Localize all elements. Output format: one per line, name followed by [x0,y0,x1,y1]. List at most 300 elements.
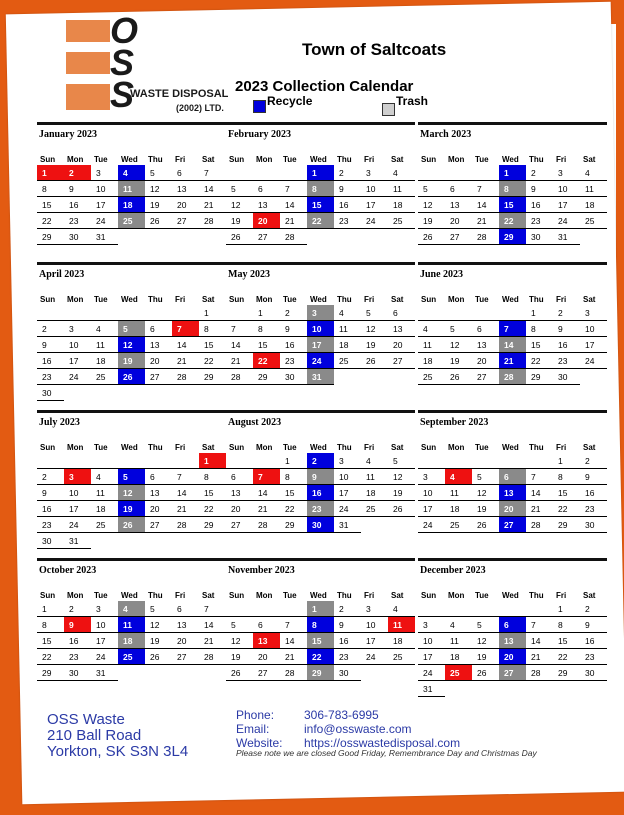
weekday-header: Fri [364,442,375,452]
day-cell: 22 [280,501,307,517]
day-cell: 11 [445,633,472,649]
day-cell: 30 [553,369,580,385]
month-table [226,441,415,533]
day-cell: 26 [118,369,145,385]
day-cell: 2 [37,469,64,485]
week-row [418,601,607,617]
day-cell: 27 [253,665,280,681]
day-cell: 1 [199,453,226,469]
day-cell: 22 [37,213,64,229]
weekday-header: Fri [556,442,567,452]
day-cell: 26 [418,229,445,245]
day-cell: 27 [472,369,499,385]
month-5 [226,262,415,385]
weekday-header: Thu [337,442,352,452]
week-row [37,665,226,681]
day-cell: 11 [91,485,118,501]
day-cell: 8 [253,321,280,337]
day-cell [145,533,172,549]
week-row [418,337,607,353]
day-cell: 21 [526,501,553,517]
day-cell: 7 [172,469,199,485]
day-cell [388,665,415,681]
day-cell: 7 [499,321,526,337]
day-cell: 20 [499,501,526,517]
week-row [418,633,607,649]
day-cell: 28 [199,649,226,665]
day-cell: 4 [580,165,607,181]
week-row [418,617,607,633]
weekday-header: Wed [502,590,519,600]
week-row [37,181,226,197]
day-cell [253,601,280,617]
day-cell: 30 [307,517,334,533]
month-10 [37,558,226,681]
weekday-header: Sat [202,590,215,600]
week-row [226,485,415,501]
day-cell: 13 [445,197,472,213]
day-cell: 25 [91,369,118,385]
weekday-header: Sat [391,590,404,600]
weekday-header: Tue [283,294,297,304]
day-cell: 30 [526,229,553,245]
logo-letter: O [110,10,139,51]
day-cell: 24 [91,649,118,665]
day-cell: 5 [388,453,415,469]
day-cell: 13 [253,633,280,649]
day-cell: 5 [418,181,445,197]
day-cell: 14 [280,197,307,213]
email-label: Email: [236,722,270,736]
day-cell: 19 [145,633,172,649]
day-cell: 24 [307,353,334,369]
day-cell: 24 [64,369,91,385]
day-cell: 18 [118,197,145,213]
logo-letter: S [110,74,135,115]
day-cell: 9 [64,181,91,197]
weekday-header: Sun [421,442,437,452]
day-cell: 7 [253,469,280,485]
month-2 [226,122,415,245]
weekday-header: Sat [583,154,596,164]
day-cell: 25 [388,213,415,229]
weekday-header: Thu [337,590,352,600]
day-cell [91,533,118,549]
day-cell: 28 [499,369,526,385]
day-cell: 4 [334,305,361,321]
day-cell: 12 [361,321,388,337]
day-cell: 23 [37,517,64,533]
day-cell: 7 [280,181,307,197]
day-cell [580,369,607,385]
town-title: Town of Saltcoats [302,40,447,59]
day-cell: 30 [580,517,607,533]
day-cell: 22 [199,353,226,369]
month-name: May 2023 [228,269,270,280]
week-row [37,229,226,245]
weekday-header: Tue [475,590,489,600]
day-cell: 28 [226,369,253,385]
weekday-header: Thu [529,294,544,304]
day-cell [445,453,472,469]
day-cell: 21 [526,649,553,665]
weekday-header: Mon [448,294,465,304]
day-cell: 1 [253,305,280,321]
day-cell: 18 [580,197,607,213]
week-row [37,469,226,485]
day-cell [472,305,499,321]
day-cell: 14 [526,485,553,501]
day-cell: 21 [172,353,199,369]
day-cell: 26 [226,229,253,245]
day-cell: 28 [280,229,307,245]
day-cell: 4 [91,321,118,337]
weekday-header: Sun [229,294,245,304]
day-cell: 27 [145,517,172,533]
day-cell: 6 [253,617,280,633]
day-cell: 6 [172,601,199,617]
day-cell: 5 [472,617,499,633]
day-cell: 3 [91,601,118,617]
month-name: June 2023 [420,269,464,280]
month-bar [226,262,415,265]
day-cell: 21 [280,213,307,229]
day-cell: 5 [226,181,253,197]
weekday-header: Thu [529,590,544,600]
day-cell [526,681,553,697]
day-cell: 26 [472,665,499,681]
day-cell: 9 [64,617,91,633]
day-cell: 17 [307,337,334,353]
day-cell [37,453,64,469]
week-row [226,601,415,617]
day-cell: 25 [580,213,607,229]
weekday-header: Sat [391,442,404,452]
day-cell [388,369,415,385]
day-cell: 18 [445,649,472,665]
weekday-header: Fri [175,294,186,304]
day-cell: 19 [361,337,388,353]
weekday-header: Tue [94,442,108,452]
day-cell: 18 [445,501,472,517]
day-cell: 10 [64,485,91,501]
week-row [37,501,226,517]
day-cell: 22 [199,501,226,517]
week-row [226,649,415,665]
company-address [47,712,188,760]
day-cell: 6 [445,181,472,197]
weekday-header: Wed [121,590,138,600]
day-cell: 13 [253,197,280,213]
day-cell: 4 [445,617,472,633]
day-cell: 3 [307,305,334,321]
day-cell [64,305,91,321]
day-cell: 5 [472,469,499,485]
weekday-header: Mon [448,590,465,600]
day-cell: 12 [118,485,145,501]
weekday-header: Thu [148,590,163,600]
month-name: November 2023 [228,565,295,576]
weekday-header: Tue [283,154,297,164]
weekday-header: Wed [121,154,138,164]
day-cell [580,681,607,697]
weekday-header: Tue [475,442,489,452]
day-cell: 2 [280,305,307,321]
day-cell: 12 [472,485,499,501]
day-cell: 2 [334,601,361,617]
day-cell: 1 [37,165,64,181]
day-cell: 27 [445,229,472,245]
day-cell: 20 [499,649,526,665]
day-cell: 6 [145,321,172,337]
month-name: September 2023 [420,417,489,428]
day-cell: 29 [199,517,226,533]
week-row [226,501,415,517]
weekday-header: Fri [364,590,375,600]
day-cell [280,601,307,617]
weekday-header: Fri [364,294,375,304]
day-cell: 26 [118,517,145,533]
day-cell: 16 [526,197,553,213]
day-cell: 28 [199,213,226,229]
day-cell: 26 [472,517,499,533]
month-table [418,293,607,385]
day-cell: 25 [445,517,472,533]
week-row [418,165,607,181]
day-cell: 29 [499,229,526,245]
month-bar [418,262,607,265]
day-cell: 24 [553,213,580,229]
day-cell [445,681,472,697]
weekday-header: Sun [421,154,437,164]
month-bar [226,410,415,413]
day-cell: 14 [499,337,526,353]
weekday-header: Mon [67,294,84,304]
day-cell: 12 [388,469,415,485]
day-cell: 12 [145,617,172,633]
day-cell: 1 [553,601,580,617]
weekday-header: Wed [121,294,138,304]
day-cell: 21 [472,213,499,229]
weekday-header: Mon [448,442,465,452]
day-cell: 28 [172,517,199,533]
day-cell: 1 [553,453,580,469]
day-cell [253,453,280,469]
day-cell: 22 [37,649,64,665]
day-cell: 19 [226,213,253,229]
week-row [418,197,607,213]
day-cell: 1 [307,601,334,617]
day-cell: 22 [307,649,334,665]
month-bar [418,410,607,413]
day-cell: 13 [388,321,415,337]
week-row [226,229,415,245]
day-cell [472,453,499,469]
month-1 [37,122,226,245]
day-cell: 14 [172,485,199,501]
weekday-header: Thu [148,154,163,164]
day-cell: 28 [172,369,199,385]
weekday-header: Wed [502,154,519,164]
day-cell: 11 [418,337,445,353]
day-cell: 24 [418,517,445,533]
day-cell: 8 [553,617,580,633]
day-cell: 20 [253,649,280,665]
week-row [226,337,415,353]
day-cell: 1 [37,601,64,617]
day-cell: 21 [199,633,226,649]
day-cell: 30 [64,229,91,245]
day-cell: 5 [118,321,145,337]
day-cell: 17 [361,197,388,213]
website-link[interactable]: https://osswastedisposal.com [304,736,461,750]
weekday-header: Wed [502,442,519,452]
day-cell: 24 [334,501,361,517]
day-cell: 3 [64,321,91,337]
day-cell: 12 [472,633,499,649]
day-cell: 3 [553,165,580,181]
weekday-header: Sat [202,154,215,164]
weekday-header: Sun [421,294,437,304]
day-cell: 6 [226,469,253,485]
day-cell: 23 [334,213,361,229]
day-cell: 9 [526,181,553,197]
day-cell: 14 [280,633,307,649]
day-cell: 22 [553,501,580,517]
week-row [37,485,226,501]
day-cell [118,229,145,245]
day-cell: 8 [307,181,334,197]
day-cell: 13 [499,485,526,501]
closure-note: Please note we are closed Good Friday, Remembrance Day and Christmas Day [236,748,537,758]
day-cell: 31 [91,665,118,681]
day-cell: 14 [253,485,280,501]
day-cell: 5 [145,601,172,617]
day-cell: 1 [280,453,307,469]
weekday-header: Wed [310,442,327,452]
week-row [418,181,607,197]
day-cell: 8 [37,181,64,197]
email-link[interactable]: info@osswaste.com [304,722,412,736]
day-cell: 16 [37,353,64,369]
day-cell: 23 [37,369,64,385]
week-row [418,501,607,517]
weekday-header: Tue [94,294,108,304]
day-cell: 24 [91,213,118,229]
day-cell: 19 [445,353,472,369]
weekday-header: Sat [583,442,596,452]
week-row [37,369,226,385]
month-table [418,589,607,697]
day-cell: 9 [580,617,607,633]
day-cell: 21 [253,501,280,517]
week-row [37,353,226,369]
day-cell: 28 [472,229,499,245]
day-cell: 21 [172,501,199,517]
day-cell: 29 [307,665,334,681]
day-cell: 27 [172,213,199,229]
day-cell [172,305,199,321]
day-cell: 2 [526,165,553,181]
day-cell: 12 [145,181,172,197]
day-cell: 27 [172,649,199,665]
day-cell: 7 [526,469,553,485]
day-cell: 27 [499,665,526,681]
week-row [37,633,226,649]
day-cell [226,453,253,469]
day-cell [280,165,307,181]
day-cell: 7 [472,181,499,197]
day-cell: 26 [388,501,415,517]
day-cell: 7 [280,617,307,633]
logo-ltd: (2002) LTD. [176,103,224,113]
day-cell: 19 [226,649,253,665]
day-cell: 10 [418,485,445,501]
month-8 [226,410,415,533]
day-cell [37,305,64,321]
month-name: April 2023 [39,269,85,280]
day-cell: 14 [526,633,553,649]
week-row [37,305,226,321]
weekday-header: Sat [202,442,215,452]
weekday-header: Mon [256,154,273,164]
day-cell: 20 [445,213,472,229]
day-cell: 15 [37,197,64,213]
weekday-header: Mon [67,442,84,452]
day-cell [361,369,388,385]
month-table [418,153,607,245]
day-cell: 19 [472,501,499,517]
day-cell: 8 [499,181,526,197]
day-cell: 10 [91,181,118,197]
day-cell: 6 [499,617,526,633]
phone-value[interactable]: 306-783-6995 [304,708,379,722]
logo-bar [66,20,110,42]
weekday-header: Wed [310,154,327,164]
day-cell: 29 [199,369,226,385]
contact-info [236,708,460,750]
month-bar [418,558,607,561]
day-cell: 16 [334,633,361,649]
day-cell: 31 [64,533,91,549]
weekday-header: Fri [364,154,375,164]
day-cell: 28 [253,517,280,533]
day-cell [361,517,388,533]
day-cell [418,601,445,617]
day-cell: 22 [253,353,280,369]
week-row [418,213,607,229]
month-bar [37,558,226,561]
day-cell: 5 [361,305,388,321]
weekday-header: Sun [40,590,56,600]
day-cell: 18 [118,633,145,649]
day-cell: 6 [499,469,526,485]
day-cell: 16 [307,485,334,501]
day-cell: 7 [226,321,253,337]
weekday-header: Sun [40,294,56,304]
day-cell: 9 [334,181,361,197]
day-cell: 28 [526,517,553,533]
weekday-header: Fri [175,590,186,600]
day-cell: 31 [418,681,445,697]
day-cell: 24 [361,649,388,665]
week-row [37,601,226,617]
day-cell: 2 [334,165,361,181]
day-cell: 26 [145,213,172,229]
day-cell: 15 [199,337,226,353]
month-table [37,153,226,245]
day-cell: 1 [307,165,334,181]
